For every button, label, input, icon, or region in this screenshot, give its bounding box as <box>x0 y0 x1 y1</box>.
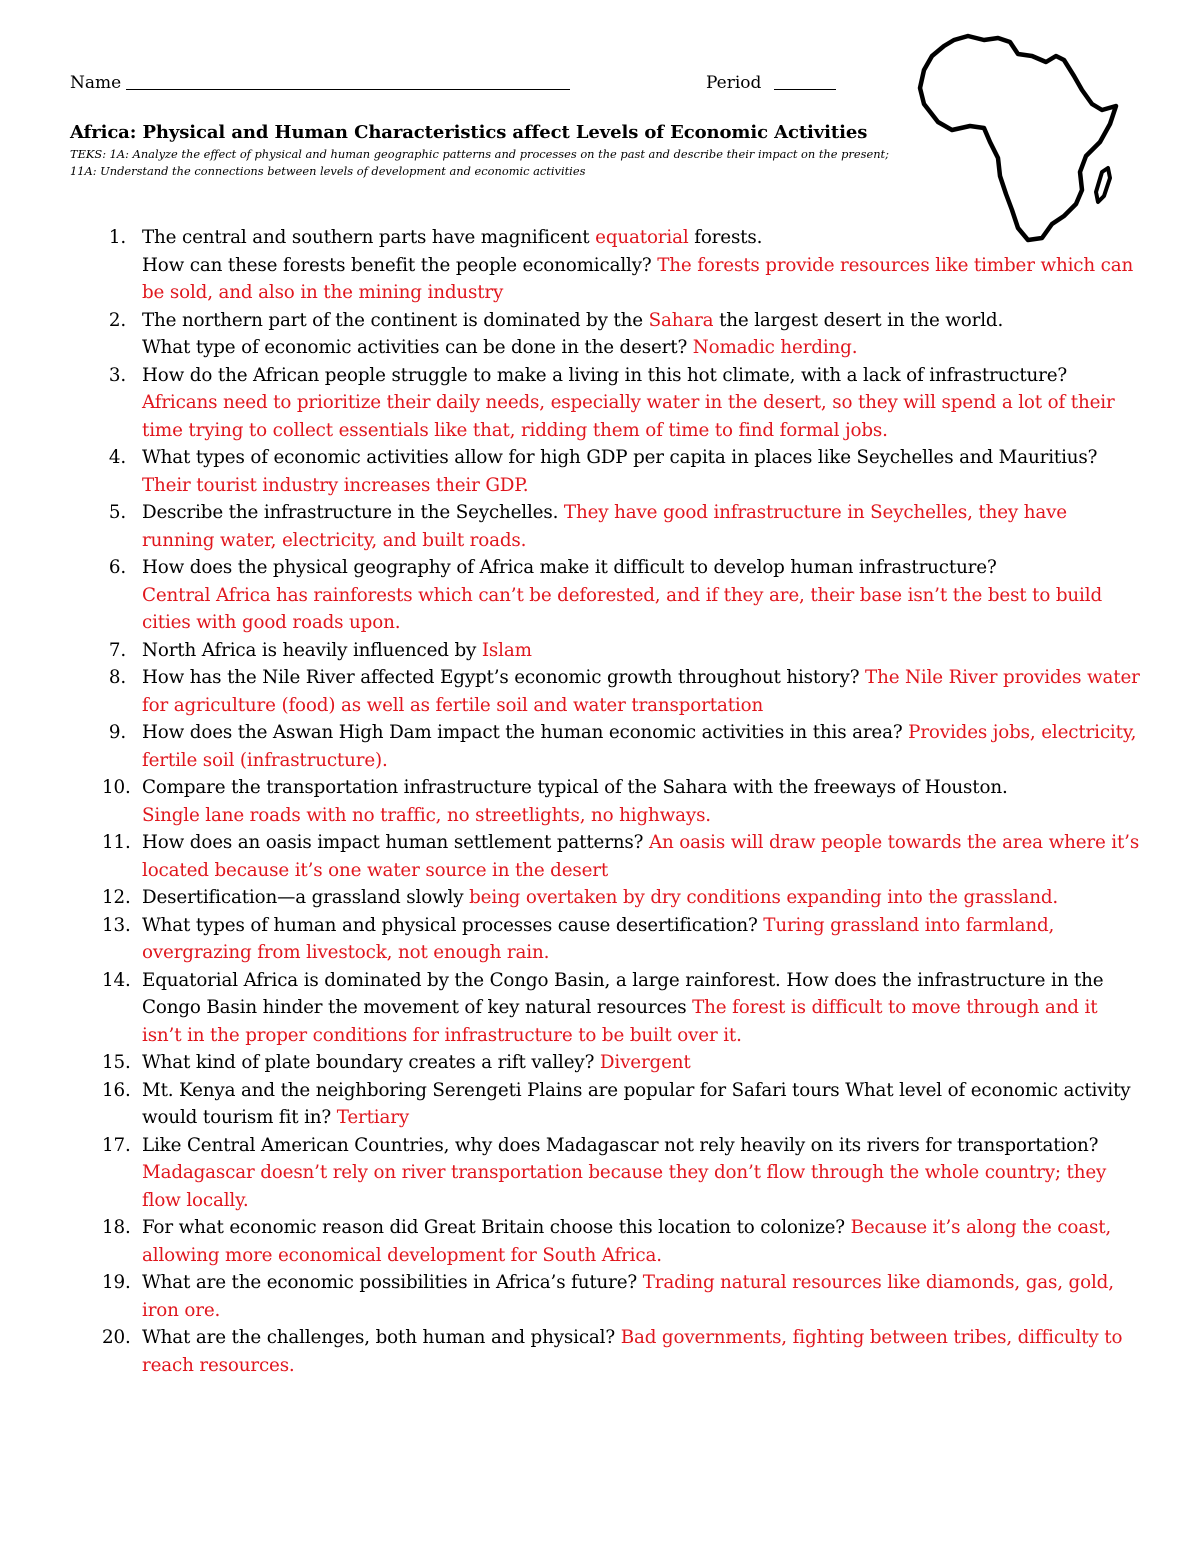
question-text: What are the challenges, both human and physical? <box>142 1327 621 1348</box>
question-text: What type of economic activities can be done in the desert? <box>142 337 693 358</box>
question-text: What are the economic possibilities in Africa’s future? <box>142 1272 643 1293</box>
question-item <box>102 224 1142 307</box>
name-field[interactable] <box>70 73 575 93</box>
question-number: 12. <box>102 887 131 908</box>
answer-text: The forest is difficult to move through and it isn’t in the proper conditions for infrastructure to be built over it. <box>142 997 1098 1046</box>
question-text: the largest desert in the world. <box>713 309 1004 331</box>
question-text: How does the Aswan High Dam impact the human economic activities in this area? <box>142 722 909 743</box>
question-item <box>102 719 1142 774</box>
question-number: 18. <box>102 1217 131 1238</box>
answer-text: The forests provide resources like timber which can be sold, and also in the mining industry <box>142 254 1134 303</box>
question-text: Desertification—a grassland slowly <box>142 887 470 908</box>
question-item <box>102 554 1142 637</box>
question-number: 8. <box>108 667 126 688</box>
question-item <box>102 1214 1142 1269</box>
answer-text: Bad governments, fighting between tribes, difficulty to reach resources. <box>142 1327 1123 1376</box>
question-number: 6. <box>108 557 126 578</box>
name-blank-line <box>126 89 570 90</box>
question-list <box>102 224 1142 1379</box>
question-text: Like Central American Countries, why does Madagascar not rely heavily on its rivers for transportation? <box>142 1134 1099 1156</box>
question-number: 7. <box>108 639 126 661</box>
question-number: 13. <box>102 914 131 936</box>
question-text: How do the African people struggle to make a living in this hot climate, with a lack of infrastructure? <box>142 364 1068 386</box>
question-text: North Africa is heavily influenced by <box>142 639 482 661</box>
name-label: Name <box>70 73 122 93</box>
question-number: 4. <box>108 447 126 468</box>
question-item <box>102 1132 1142 1215</box>
question-text: The central and southern parts have magnificent <box>142 227 596 248</box>
question-item <box>102 967 1142 1050</box>
answer-text: Turing grassland into farmland, overgrazing from livestock, not enough rain. <box>142 914 1055 963</box>
africa-outline-icon <box>906 26 1134 246</box>
question-number: 5. <box>108 502 126 523</box>
question-item <box>102 884 1142 912</box>
answer-text: Islam <box>481 639 532 661</box>
question-text: What kind of plate boundary creates a rift valley? <box>142 1052 600 1073</box>
period-label: Period <box>706 73 762 93</box>
question-item <box>102 1324 1142 1379</box>
question-number: 10. <box>102 777 131 798</box>
question-number: 14. <box>102 969 131 991</box>
question-text: Describe the infrastructure in the Seychelles. <box>142 502 564 523</box>
answer-text: Sahara <box>648 309 714 331</box>
answer-text: equatorial <box>595 227 689 248</box>
question-number: 17. <box>102 1134 131 1156</box>
teks-standards: TEKS: 1A: Analyze the effect of physical and human geographic patterns and processes on the past and describe their impact on the present; 11A: Understand the connections between levels of development and economic activities <box>70 147 889 178</box>
madagascar-outline <box>1096 168 1110 202</box>
question-text: How can these forests benefit the people economically? <box>142 254 658 276</box>
answer-text: Divergent <box>599 1052 691 1073</box>
question-text: The northern part of the continent is dominated by the <box>142 309 649 331</box>
question-item <box>102 1049 1142 1077</box>
question-text: How has the Nile River affected Egypt’s economic growth throughout history? <box>142 667 866 688</box>
answer-text: Their tourist industry increases their GDP. <box>142 474 529 496</box>
question-text: Mt. Kenya and the neighboring Serengeti Plains are popular for Safari tours What level of economic activity would tourism fit in? <box>142 1079 1131 1128</box>
question-number: 19. <box>102 1272 131 1293</box>
answer-text: The Nile River provides water for agriculture (food) as well as fertile soil and water transportation <box>142 667 1140 716</box>
period-field[interactable] <box>706 73 876 93</box>
answer-text: Madagascar doesn’t rely on river transportation because they don’t flow through the whole country; they flow locally. <box>142 1162 1107 1211</box>
question-number: 2. <box>108 309 126 331</box>
question-item <box>102 1077 1142 1132</box>
question-number: 9. <box>108 722 126 743</box>
question-item <box>102 637 1142 665</box>
question-item <box>102 499 1142 554</box>
answer-text: Trading natural resources like diamonds, gas, gold, iron ore. <box>142 1272 1114 1321</box>
period-blank-line <box>774 89 836 90</box>
question-text: How does an oasis impact human settlement patterns? <box>142 832 649 853</box>
question-text: What types of human and physical processes cause desertification? <box>142 914 764 936</box>
question-item <box>102 829 1142 884</box>
worksheet-title: Africa: Physical and Human Characteristics affect Levels of Economic Activities <box>70 122 868 143</box>
answer-text: Nomadic herding. <box>692 337 858 358</box>
question-text: For what economic reason did Great Britain choose this location to colonize? <box>142 1217 851 1238</box>
question-item <box>102 362 1142 445</box>
answer-text: Africans need to prioritize their daily needs, especially water in the desert, so they will spend a lot of their time trying to collect essentials like that, ridding them of time to find formal jobs. <box>142 392 1115 441</box>
answer-text: Tertiary <box>336 1107 410 1128</box>
answer-text: being overtaken by dry conditions expanding into the grassland. <box>469 887 1059 908</box>
question-number: 15. <box>102 1052 131 1073</box>
question-text: How does the physical geography of Africa make it difficult to develop human infrastructure? <box>142 557 997 578</box>
question-text: Equatorial Africa is dominated by the Congo Basin, a large rainforest. How does the infrastructure in the Congo Basin hinder the movement of key natural resources <box>142 969 1104 1018</box>
question-item <box>102 444 1142 499</box>
question-number: 16. <box>102 1079 131 1101</box>
answer-text: Provides jobs, electricity, fertile soil (infrastructure). <box>142 722 1137 771</box>
question-text: What types of economic activities allow for high GDP per capita in places like Seychelles and Mauritius? <box>142 447 1098 468</box>
question-number: 1. <box>108 227 126 248</box>
question-item <box>102 664 1142 719</box>
question-text: forests. <box>688 227 763 248</box>
question-item <box>102 307 1142 362</box>
question-item <box>102 1269 1142 1324</box>
question-number: 20. <box>102 1327 131 1348</box>
question-text: Compare the transportation infrastructure typical of the Sahara with the freeways of Houston. <box>142 777 1008 798</box>
answer-text: They have good infrastructure in Seychelles, they have running water, electricity, and built roads. <box>142 502 1067 551</box>
africa-mainland-outline <box>920 36 1116 240</box>
answer-text: Single lane roads with no traffic, no streetlights, no highways. <box>142 804 711 826</box>
question-number: 11. <box>102 832 131 853</box>
answer-text: An oasis will draw people towards the area where it’s located because it’s one water source in the desert <box>142 832 1140 881</box>
question-item <box>102 912 1142 967</box>
answer-text: Central Africa has rainforests which can’t be deforested, and if they are, their base isn’t the best to build cities with good roads upon. <box>142 584 1102 633</box>
question-item <box>102 774 1142 829</box>
answer-text: Because it’s along the coast, allowing more economical development for South Africa. <box>142 1217 1112 1266</box>
question-number: 3. <box>108 364 126 386</box>
